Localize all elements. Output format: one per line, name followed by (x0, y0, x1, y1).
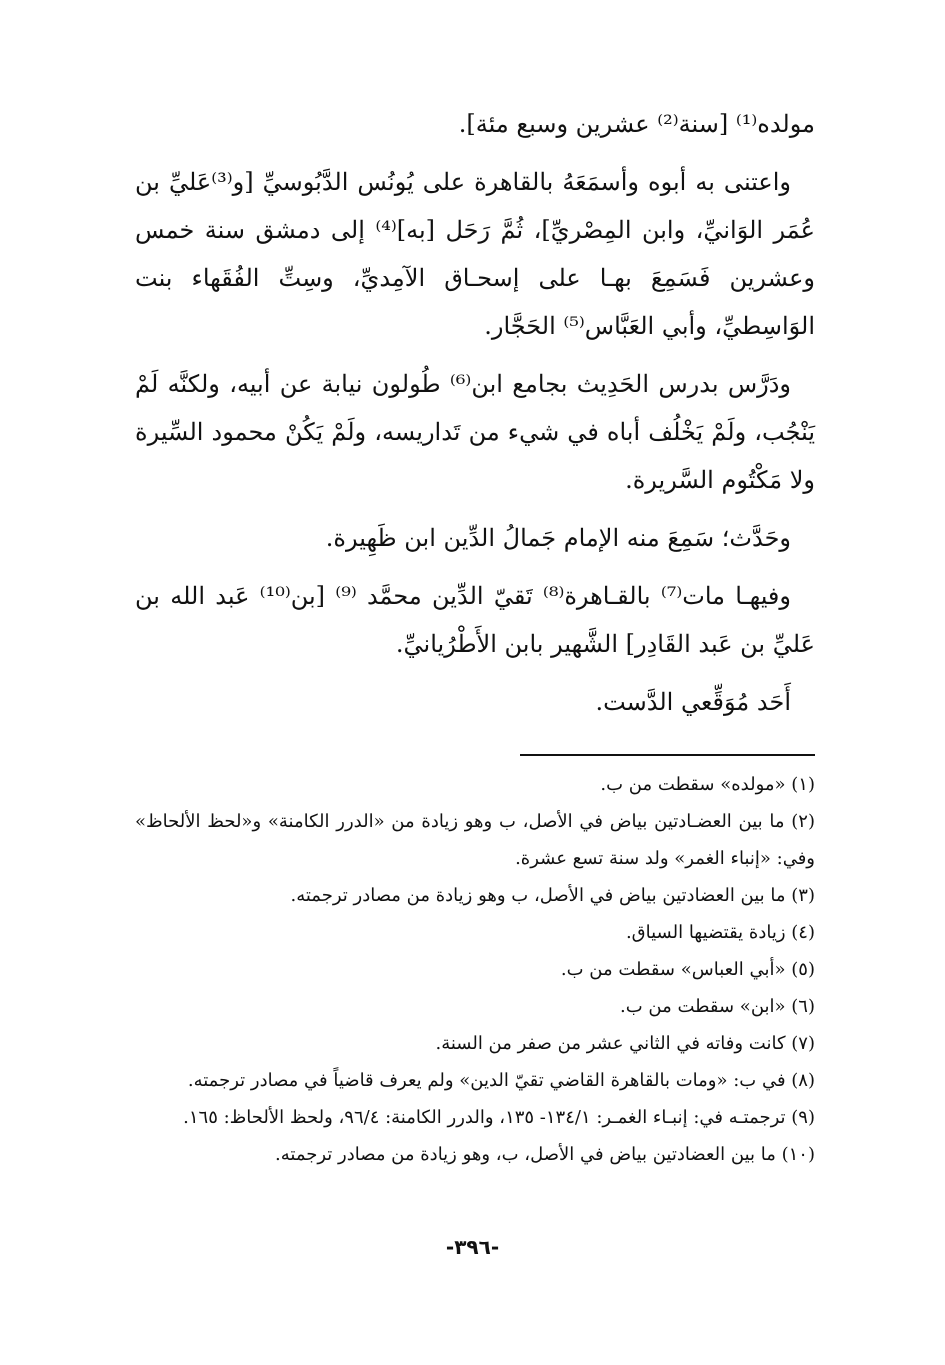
paragraph-teaching: ودَرَّس بدرس الحَدِيث بجامع ابن⁽⁶⁾ طُولون نيابة عن أبيه، ولكنَّه لَمْ يَنْجُب، ولَمْ يَخْلُف أباه في شيء من تَداريسه، ولَمْ يَكُنْ محمود السِّيرة ولا مَكْتُوم السَّريرة. (135, 370, 815, 494)
footnote-5: (٥) «أبي العباس» سقطت من ب. (560, 959, 815, 980)
paragraph-birth: مولده⁽¹⁾ [سنة⁽²⁾ عشرين وسبع مئة]. (458, 110, 815, 138)
footnote-1: (١) «مولده» سقطت من ب. (600, 774, 815, 795)
book-page (135, 100, 815, 1280)
paragraph-teachers: واعتنى به أبوه وأسمَعَهُ بالقاهرة على يُونُس الدَّبُوسيِّ [و⁽³⁾عَليِّ بن عُمَر الوَانيِّ، وابن المِصْريِّ]، ثُمَّ رَحَل [به]⁽⁴⁾ إلى دمشق سنة خمس وعشرين فَسَمِعَ بهـا على إسحـاق الآمِديِّ، وسِتِّ الفُقَهاء بنت الوَاسِطيِّ، وأبي العَبَّاس⁽⁵⁾ الحَجَّار. (135, 168, 815, 340)
footnote-2: (٢) ما بين العضـادتين بياض في الأصل، ب وهو زيادة من «الدرر الكامنة» و«لحظ الألحاظ» وفي: «إنباء الغمر» ولد سنة تسع عشرة. (135, 811, 815, 869)
paragraph-narration: وحَدَّث؛ سَمِعَ منه الإمام جَمالُ الدِّين ابن ظَهِيرة. (325, 524, 791, 552)
footnote-3: (٣) ما بين العضادتين بياض في الأصل، ب وهو زيادة من مصادر ترجمته. (290, 885, 815, 906)
paragraph-death: وفيهـا مات⁽⁷⁾ بالقـاهرة⁽⁸⁾ تَقيّ الدِّين محمَّد ⁽⁹⁾ [بن⁽¹⁰⁾ عَبد الله بن عَليِّ بن عَبد القَادِر] الشَّهير بابن الأَطْرُيانيِّ. (135, 582, 815, 658)
paragraph-office: أَحَد مُوَقِّعي الدَّست. (595, 688, 791, 716)
footnote-separator (520, 754, 815, 756)
footnote-9: (٩) ترجمتـه في: إنبـاء الغمـر: ١٣٤/١- ١٣٥، والدرر الكامنة: ٩٦/٤، ولحظ الألحاظ: ١٦٥. (183, 1107, 815, 1128)
footnote-6: (٦) «ابن» سقطت من ب. (620, 996, 815, 1017)
footnote-4: (٤) زيادة يقتضيها السياق. (625, 922, 815, 943)
footnote-8: (٨) في ب: «ومات بالقاهرة القاضي تقيّ الدين» ولم يعرف قاضياً في مصادر ترجمته. (187, 1070, 815, 1091)
main-text (135, 100, 815, 726)
page-number: -٣٩٦- (445, 1235, 500, 1259)
footnote-10: (١٠) ما بين العضادتين بياض في الأصل، ب، وهو زيادة من مصادر ترجمته. (275, 1144, 815, 1165)
footnotes (135, 766, 815, 1173)
footnote-7: (٧) كانت وفاته في الثاني عشر من صفر من السنة. (435, 1033, 815, 1054)
